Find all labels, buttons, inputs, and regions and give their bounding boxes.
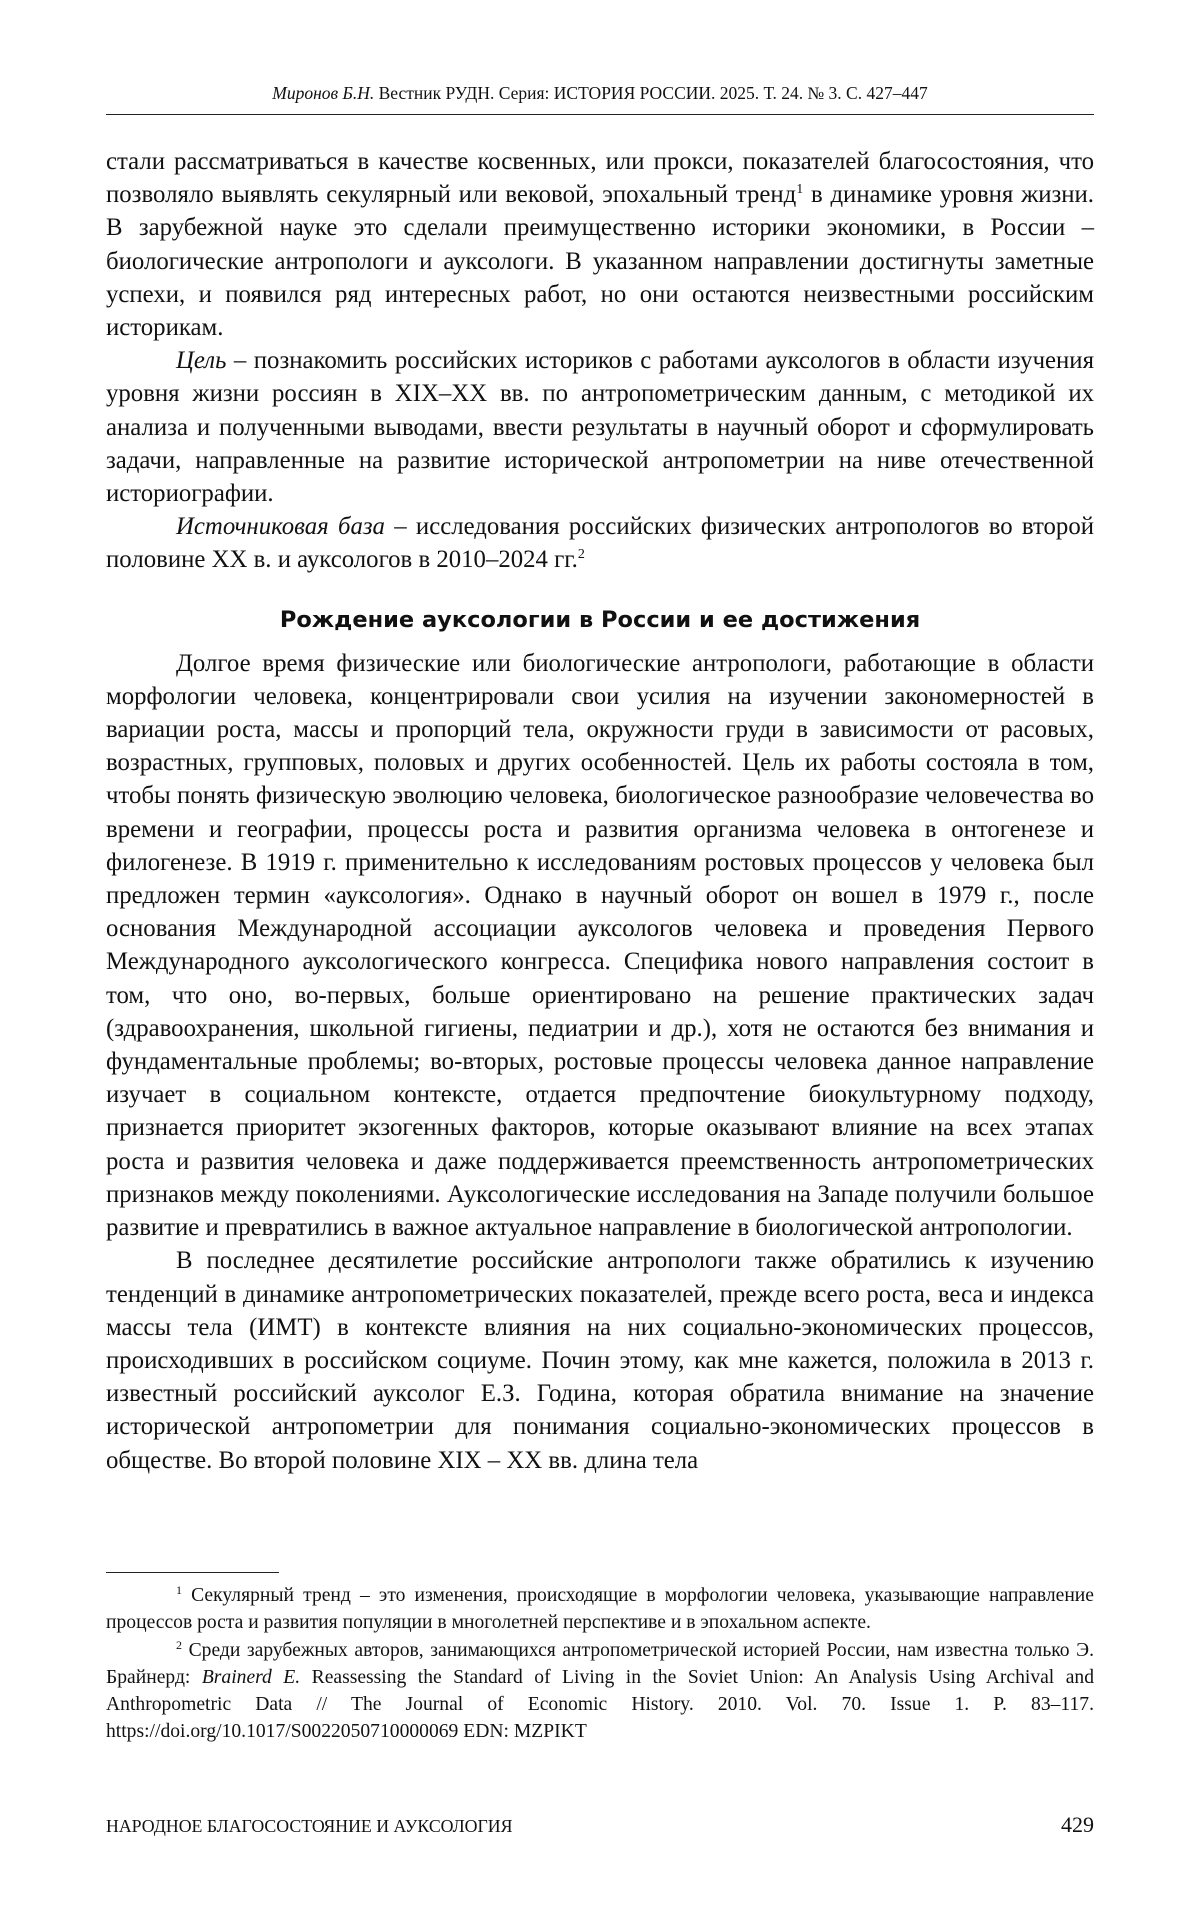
footnote-1-number: 1 [176, 1583, 182, 1597]
intro-paragraph [106, 145, 1094, 344]
footnote-1 [106, 1582, 1094, 1637]
footnote-divider [106, 1572, 279, 1573]
sources-text: – исследования российских физических антропологов во второй половине XX в. и ауксологов в 2010–2024 гг. [106, 513, 1094, 574]
intro-text-rest: в динамике уровня жизни. В зарубежной науке это сделали преимущественно историки экономики, в России – биологические антропологи и ауксологи. В указанном направлении достигнуты заметные успехи, и появился ряд интересных работ, но они остаются неизвестными российским историкам. [106, 181, 1095, 342]
footnote-ref-2[interactable]: 2 [577, 547, 585, 563]
section-heading: Рождение ауксологии в России и ее достижения [279, 606, 921, 633]
footnotes [106, 1582, 1094, 1746]
page-number: 429 [1061, 1812, 1094, 1837]
sources-paragraph [106, 510, 1094, 576]
footnote-2-author: Brainerd E. [201, 1666, 301, 1688]
footnote-ref-1[interactable]: 1 [796, 182, 804, 198]
running-head-journal: Вестник РУДН. Серия: ИСТОРИЯ РОССИИ. 2025. Т. 24. № 3. С. 427–447 [378, 83, 928, 103]
goal-paragraph [106, 344, 1094, 510]
footnote-1-text: Секулярный тренд – это изменения, происходящие в морфологии человека, указывающие направление процессов роста и развития популяции в многолетней перспективе и в эпохальном аспекте. [106, 1585, 1094, 1634]
section-paragraph-1: Долгое время физические или биологические антропологи, работающие в области морфологии человека, концентрировали свои усилия на изучении закономерностей в вариации роста, массы и пропорций тела, окружности груди в зависимости от расовых, возрастных, групповых, половых и других особенностей. Цель их работы состояла в том, чтобы понять физическую эволюцию человека, биологическое разнообразие человечества во времени и географии, процессы роста и развития организма человека в онтогенезе и филогенезе. В 1919 г. применительно к исследованиям ростовых процессов у человека был предложен термин «ауксология». Однако в научный оборот он вошел в 1979 г., после основания Международной ассоциации ауксологов человека и проведения Первого Международного ауксологического конгресса. Специфика нового направления состоит в том, что оно, во-первых, больше ориентировано на решение практических задач (здравоохранения, школьной гигиены, педиатрии и др.), хотя не остаются без внимания и фундаментальные проблемы; во-вторых, ростовые процессы человека данное направление изучает в социальном контексте, отдается предпочтение биокультурному подходу, признается приоритет экзогенных факторов, которые оказывают влияние на всех этапах роста и развития человека и даже поддерживается преемственность антропометрических признаков между поколениями. Ауксологические исследования на Западе получили большое развитие и превратились в важное актуальное направление в биологической антропологии. [106, 649, 1094, 1242]
footnote-2-number: 2 [176, 1637, 182, 1652]
footnote-2 [106, 1637, 1094, 1746]
goal-label: Цель [176, 347, 227, 375]
footer-title: НАРОДНОЕ БЛАГОСОСТОЯНИЕ И АУКСОЛОГИЯ [106, 1816, 513, 1836]
section-paragraph-2: В последнее десятилетие российские антропологи также обратились к изучению тенденций в динамике антропометрических показателей, прежде всего роста, веса и индекса массы тела (ИМТ) в контексте влияния на них социально-экономических процессов, происходивших в российском социуме. Почин этому, как мне кажется, положила в 2013 г. известный российский ауксолог Е.З. Година, которая обратила внимание на значение исторической антропометрии для понимания социально-экономических процессов в обществе. Во второй половине XIX – XX вв. длина тела [106, 1247, 1094, 1474]
running-head [106, 82, 1094, 115]
footnote-2-citation: Reassessing the Standard of Living in the Soviet Union: An Analysis Using Archival and Anthropometric Data // The Journal of Economic History. 2010. Vol. 70. Issue 1. P. 83–117. https://doi.org/10.1017/S0022050710000069 EDN: MZPIKT [106, 1666, 1094, 1743]
intro-text: стали рассматриваться в качестве косвенных, или прокси, показателей благосостояния, что позволяло выявлять секулярный или вековой, эпохальный тренд [106, 148, 1094, 209]
running-head-author: Миронов Б.Н. [272, 83, 375, 103]
sources-label: Источниковая база [176, 513, 385, 541]
goal-text: – познакомить российских историков с работами ауксологов в области изучения уровня жизни россиян в XIX–XX вв. по антропометрическим данным, с методикой их анализа и полученными выводами, ввести результаты в научный оборот и сформулировать задачи, направленные на развитие исторической антропометрии на ниве отечественной историографии. [106, 347, 1094, 508]
main-text [106, 145, 1094, 1477]
footnote-2-text: Среди зарубежных авторов, занимающихся антропометрической историей России, нам известна только Э. Брайнерд: [106, 1639, 1094, 1688]
